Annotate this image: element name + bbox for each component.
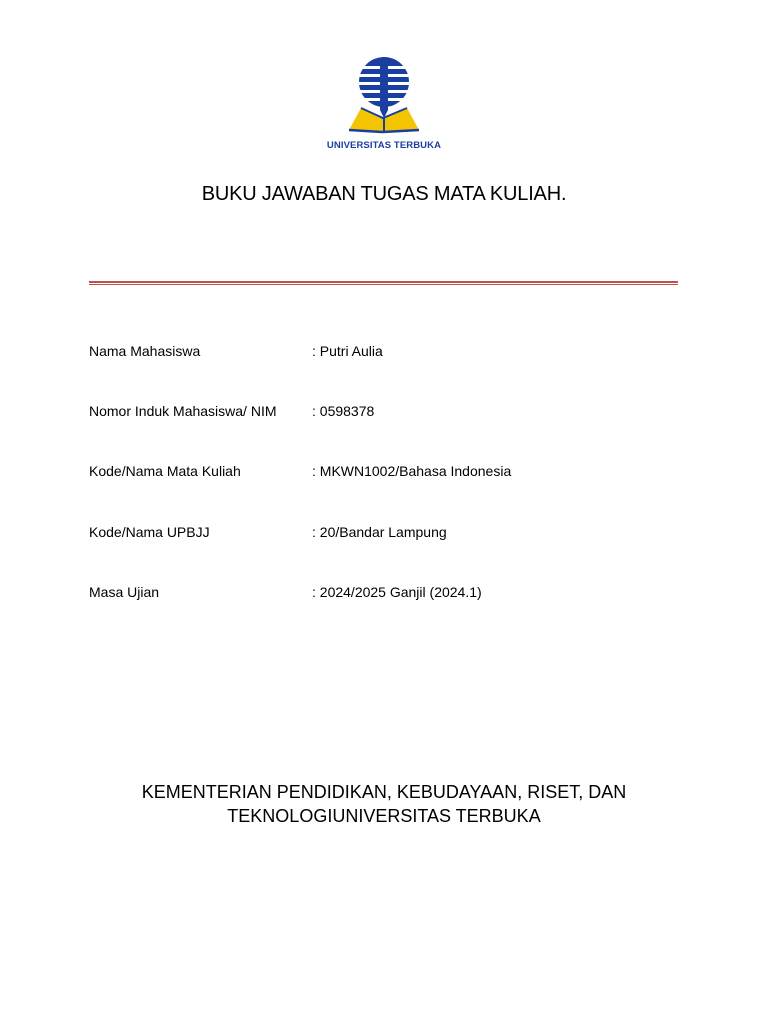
university-emblem-icon (345, 52, 423, 136)
info-label: Nomor Induk Mahasiswa/ NIM (89, 403, 277, 419)
info-label: Masa Ujian (89, 584, 160, 600)
info-label: Kode/Nama Mata Kuliah (89, 463, 241, 479)
info-value: : 2024/2025 Ganjil (2024.1) (312, 584, 482, 600)
footer-line-1: KEMENTERIAN PENDIDIKAN, KEBUDAYAAN, RISET, DAN (141, 782, 627, 802)
document-title: BUKU JAWABAN TUGAS MATA KULIAH. (201, 183, 567, 205)
divider-rule (89, 281, 678, 286)
info-value: : MKWN1002/Bahasa Indonesia (312, 463, 512, 479)
footer-line-2: TEKNOLOGIUNIVERSITAS TERBUKA (227, 806, 541, 826)
info-label: Nama Mahasiswa (89, 343, 201, 359)
logo-caption: UNIVERSITAS TERBUKA (326, 140, 442, 151)
info-value: : 20/Bandar Lampung (312, 524, 447, 540)
info-value: : Putri Aulia (312, 343, 383, 359)
info-label: Kode/Nama UPBJJ (89, 524, 210, 540)
info-value: : 0598378 (312, 403, 375, 419)
university-logo (0, 52, 768, 151)
footer-institution (0, 780, 768, 828)
